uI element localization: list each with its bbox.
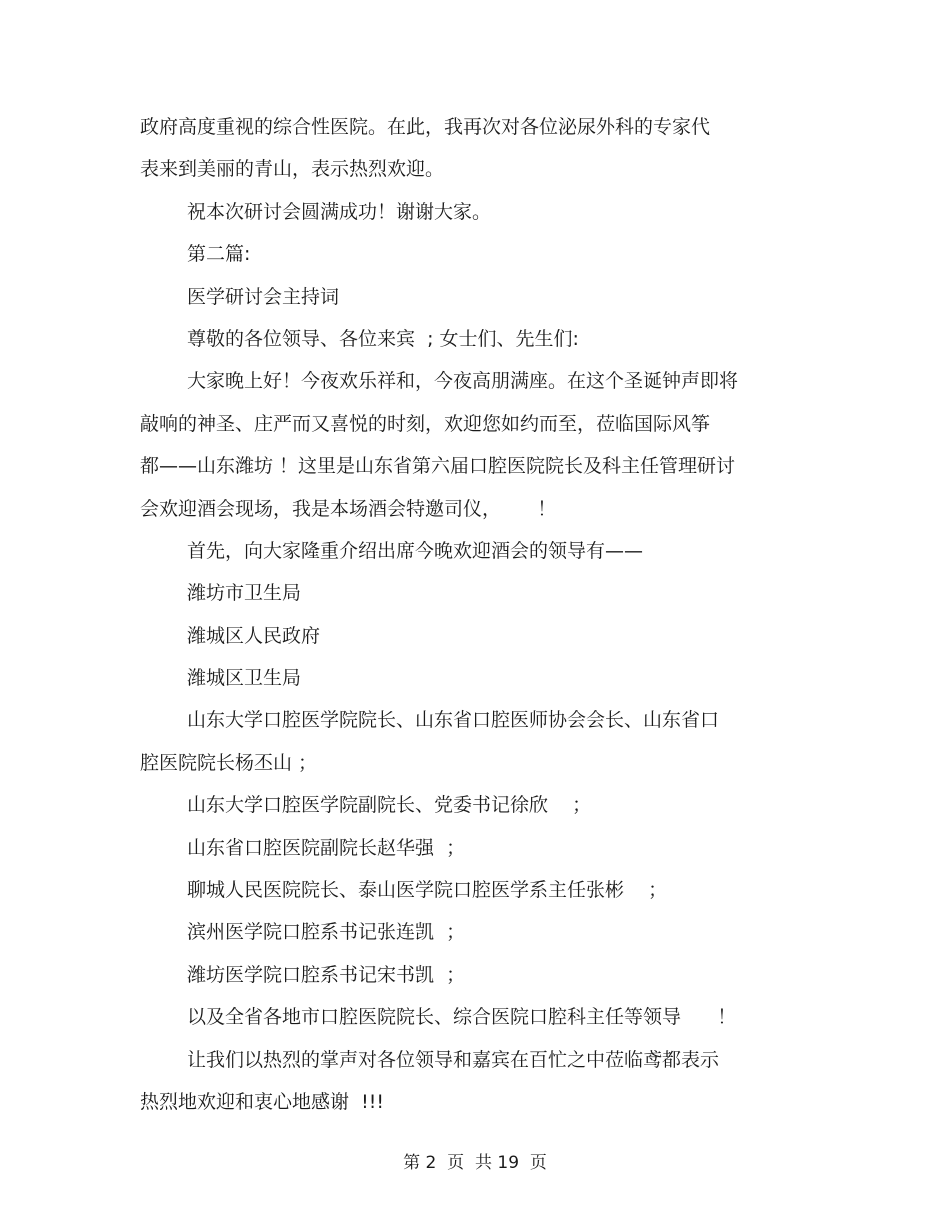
text-line: 热烈地欢迎和衷心地感谢 !!! — [140, 1090, 384, 1113]
text-line: 医学研讨会主持词 — [187, 285, 340, 308]
text-line: 首先，向大家隆重介绍出席今晚欢迎酒会的领导有—— — [187, 539, 644, 562]
text-line: 政府高度重视的综合性医院。在此，我再次对各位泌尿外科的专家代 — [140, 116, 711, 138]
text-line: 祝本次研讨会圆满成功！谢谢大家。 — [187, 200, 492, 223]
text-line: 潍坊市卫生局 — [187, 582, 302, 605]
text-line: 让我们以热烈的掌声对各位领导和嘉宾在百忙之中莅临鸢都表示 — [187, 1048, 720, 1071]
text-line: 尊敬的各位领导、各位来宾 ; 女士们、先生们: — [187, 327, 579, 350]
text-line: 潍坊医学院口腔系书记宋书凯 ； — [187, 963, 466, 986]
text-line: 潍城区卫生局 — [187, 667, 302, 690]
text-line: 潍城区人民政府 — [187, 624, 321, 647]
text-line: 大家晚上好！今夜欢乐祥和，今夜高朋满座。在这个圣诞钟声即将 — [187, 370, 739, 393]
text-line: 山东大学口腔医学院院长、山东省口腔医师协会会长、山东省口 — [187, 709, 720, 732]
text-line: 以及全省各地市口腔医院院长、综合医院口腔科主任等领导 ！ — [187, 1006, 737, 1029]
text-line: 聊城人民医院院长、泰山医学院口腔医学系主任张彬 ； — [187, 879, 668, 902]
text-line: 敲响的神圣、庄严而又喜悦的时刻，欢迎您如约而至，莅临国际风筝 — [140, 412, 711, 435]
text-line: 山东省口腔医院副院长赵华强 ； — [187, 836, 466, 859]
text-line: 第二篇: — [187, 243, 251, 266]
page-footer: 第 2 页 共 19 页 — [403, 1153, 547, 1173]
text-line: 表来到美丽的青山，表示热烈欢迎。 — [140, 158, 445, 181]
text-line: 腔医院院长杨丕山 ； — [140, 751, 318, 774]
text-line: 山东大学口腔医学院副院长、党委书记徐欣 ； — [187, 794, 592, 817]
document-body — [140, 106, 780, 1123]
text-line: 会欢迎酒会现场，我是本场酒会特邀司仪， ！ — [140, 497, 557, 520]
text-line: 都——山东潍坊 ！这里是山东省第六届口腔医院院长及科主任管理研讨 — [140, 455, 736, 478]
text-line: 滨州医学院口腔系书记张连凯 ； — [187, 921, 466, 944]
